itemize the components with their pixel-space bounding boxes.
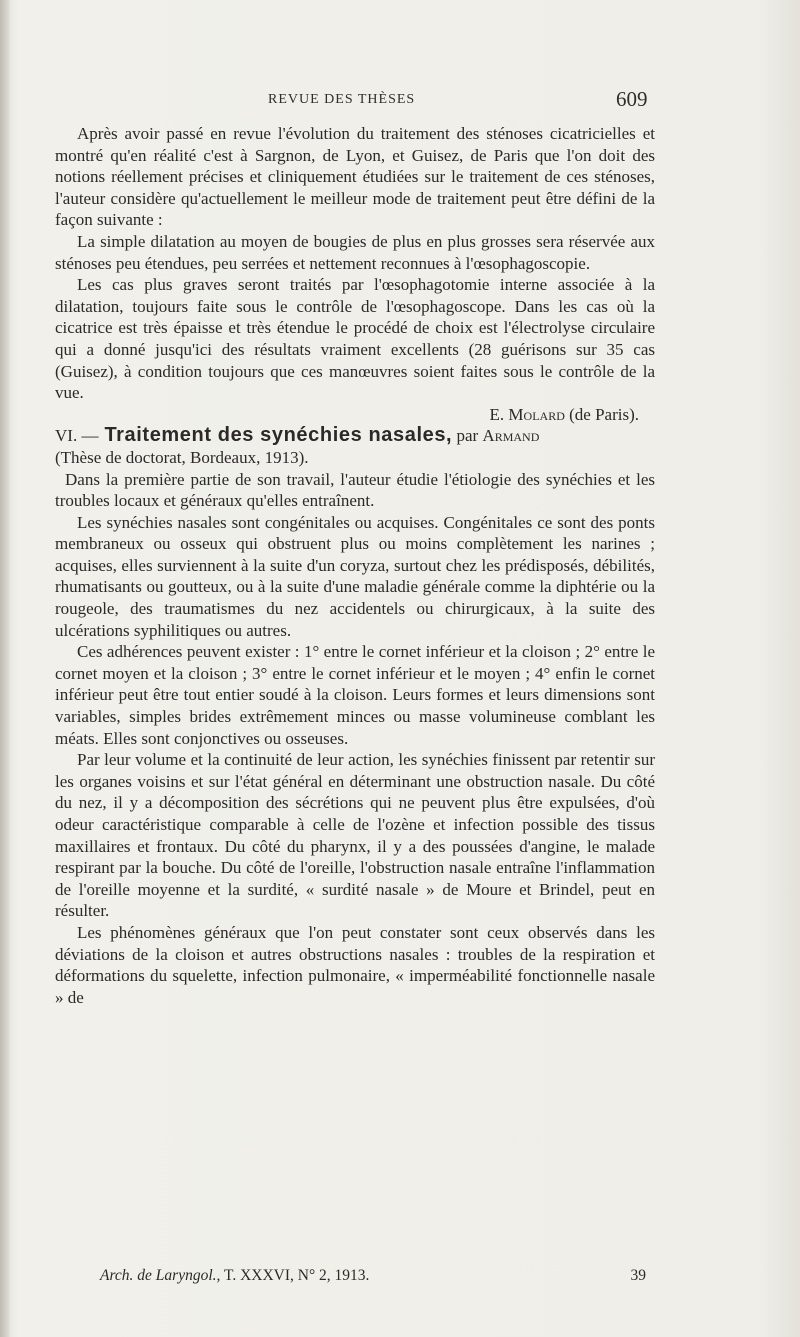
signature-initial: E.: [489, 404, 505, 424]
paragraph: Dans la première partie de son travail, l'auteur étudie l'étiologie des synéchies et les troubles locaux et généraux qu'elles entraînent.: [55, 469, 655, 511]
page-number: 609: [616, 87, 648, 111]
running-title: REVUE DES THÈSES: [268, 92, 416, 107]
paragraph: Les phénomènes généraux que l'on peut constater sont ceux observés dans les déviations de la cloison et autres obstructions nasales : troubles de la respiration et déformations du squelette, infection pulmonaire, « imperméabilité fonctionnelle nasale » de: [55, 922, 655, 1007]
page-binding-shadow: [0, 0, 10, 1337]
paragraph: Les cas plus graves seront traités par l'œsophagotomie interne associée à la dilatation, toujours faite sous le contrôle de l'œsophagoscope. Dans les cas où la cicatrice est très épaisse et très étendue le procédé de choix est l'électrolyse circulaire qui a donné jusqu'ici des résultats vraiment excellents (28 guérisons sur 35 cas (Guisez), à condition toujours que ces manœuvres soient faites sous le contrôle de la vue.: [55, 275, 655, 403]
paragraph: Les synéchies nasales sont congénitales ou acquises. Congénitales ce sont des ponts membraneux ou osseux qui obstruent plus ou moins complètement les narines ; acquises, elles surviennent à la suite d'un coryza, surtout chez les prédisposés, débilités, rhumatisants ou goutteux, ou à la suite d'une maladie générale comme la diphtérie ou la rougeole, des traumatismes du nez accidentels ou chirurgicaux, à la suite des ulcérations syphilitiques ou autres.: [55, 512, 655, 640]
signature: [55, 404, 655, 426]
paragraph: Ces adhérences peuvent exister : 1° entre le cornet inférieur et la cloison ; 2° entre le cornet moyen et la cloison ; 3° entre le cornet inférieur et le moyen ; 4° enfin le cornet inférieur peut être tout entier soudé à la cloison. Leurs formes et leurs dimensions sont variables, simples brides extrêmement minces ou masse volumineuse comblant les méats. Elles sont conjonctives ou osseuses.: [55, 642, 655, 748]
page-footer: [100, 1267, 660, 1285]
paragraph: Après avoir passé en revue l'évolution du traitement des sténoses cicatricielles et montré qu'en réalité c'est à Sargnon, de Lyon, et Guisez, de Paris que l'on doit des notions réellement précises et cliniquement étudiées sur le traitement de ces sténoses, l'auteur considère qu'actuellement le meilleur mode de traitement peut être défini de la façon suivante :: [55, 124, 655, 230]
footer-sheet-number: 39: [630, 1267, 646, 1284]
section-source: (Thèse de doctorat, Bordeaux, 1913).: [55, 447, 309, 467]
section-heading: [55, 425, 655, 468]
page-body: [55, 123, 655, 1008]
section-title: Traitement des synéchies nasales,: [104, 424, 453, 447]
running-header: [0, 84, 800, 114]
section-number: VI. —: [55, 426, 99, 446]
signature-name: Molard: [508, 404, 565, 424]
signature-place: (de Paris).: [569, 404, 639, 424]
section-author: Armand: [482, 426, 540, 446]
paragraph: Par leur volume et la continuité de leur action, les synéchies finissent par retentir sur les organes voisins et sur l'état général en déterminant une obstruction nasale. Du côté du nez, il y a décomposition des sécrétions qui ne peuvent plus être expulsées, d'où odeur caractéristique comparable à celle de l'ozène et infection possible des tissus maxillaires et frontaux. Du côté du pharynx, il y a des poussées d'angine, le malade respirant par la bouche. Du côté de l'oreille, l'obstruction nasale entraîne l'inflammation de l'oreille moyenne et la surdité, « surdité nasale » de Moure et Brindel, peut en résulter.: [55, 750, 655, 921]
paragraph: La simple dilatation au moyen de bougies de plus en plus grosses sera réservée aux sténoses peu étendues, peu serrées et nettement reconnues à l'œsophagoscopie.: [55, 231, 655, 273]
footer-volume: T. XXXVI, N° 2, 1913.: [224, 1267, 370, 1284]
section-by: par: [456, 426, 479, 446]
footer-journal: Arch. de Laryngol.,: [100, 1267, 221, 1284]
